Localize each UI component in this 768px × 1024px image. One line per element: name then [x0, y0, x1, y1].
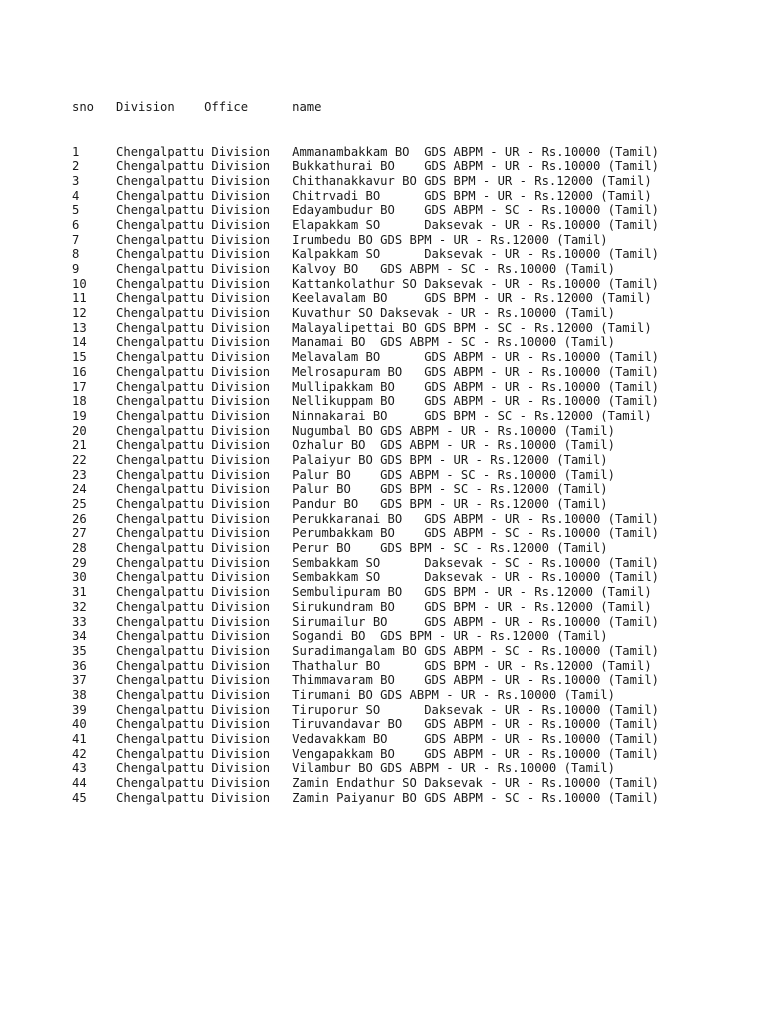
table-row: 44 Chengalpattu Division Zamin Endathur SO Daksevak - UR - Rs.10000 (Tamil): [72, 776, 659, 791]
document-body: [72, 71, 659, 820]
table-row: 32 Chengalpattu Division Sirukundram BO GDS BPM - UR - Rs.12000 (Tamil): [72, 599, 652, 614]
table-row: 11 Chengalpattu Division Keelavalam BO GDS BPM - UR - Rs.12000 (Tamil): [72, 291, 652, 306]
table-row: 15 Chengalpattu Division Melavalam BO GDS ABPM - UR - Rs.10000 (Tamil): [72, 350, 659, 365]
table-row: 37 Chengalpattu Division Thimmavaram BO GDS ABPM - UR - Rs.10000 (Tamil): [72, 673, 659, 688]
table-row: 28 Chengalpattu Division Perur BO GDS BPM - SC - Rs.12000 (Tamil): [72, 541, 608, 556]
table-row: 26 Chengalpattu Division Perukkaranai BO GDS ABPM - UR - Rs.10000 (Tamil): [72, 511, 659, 526]
table-row: 41 Chengalpattu Division Vedavakkam BO GDS ABPM - UR - Rs.10000 (Tamil): [72, 732, 659, 746]
table-row: 6 Chengalpattu Division Elapakkam SO Daksevak - UR - Rs.10000 (Tamil): [72, 217, 659, 232]
table-row: 3 Chengalpattu Division Chithanakkavur BO GDS BPM - UR - Rs.12000 (Tamil): [72, 173, 652, 188]
table-row: 4 Chengalpattu Division Chitrvadi BO GDS BPM - UR - Rs.12000 (Tamil): [72, 188, 652, 203]
table-row: 19 Chengalpattu Division Ninnakarai BO GDS BPM - SC - Rs.12000 (Tamil): [72, 408, 652, 423]
table-row: 40 Chengalpattu Division Tiruvandavar BO GDS ABPM - UR - Rs.10000 (Tamil): [72, 717, 659, 732]
table-row: 12 Chengalpattu Division Kuvathur SO Daksevak - UR - Rs.10000 (Tamil): [72, 306, 615, 321]
table-row: 20 Chengalpattu Division Nugumbal BO GDS ABPM - UR - Rs.10000 (Tamil): [72, 423, 615, 438]
table-row: 23 Chengalpattu Division Palur BO GDS ABPM - SC - Rs.10000 (Tamil): [72, 467, 615, 482]
table-row: 33 Chengalpattu Division Sirumailur BO GDS ABPM - UR - Rs.10000 (Tamil): [72, 614, 659, 629]
table-row: 18 Chengalpattu Division Nellikuppam BO GDS ABPM - UR - Rs.10000 (Tamil): [72, 394, 659, 409]
table-row: 35 Chengalpattu Division Suradimangalam BO GDS ABPM - SC - Rs.10000 (Tamil): [72, 643, 659, 658]
table-row: 21 Chengalpattu Division Ozhalur BO GDS ABPM - UR - Rs.10000 (Tamil): [72, 438, 615, 453]
table-row: 17 Chengalpattu Division Mullipakkam BO GDS ABPM - UR - Rs.10000 (Tamil): [72, 379, 659, 394]
table-row: 9 Chengalpattu Division Kalvoy BO GDS ABPM - SC - Rs.10000 (Tamil): [72, 262, 615, 276]
table-row: 22 Chengalpattu Division Palaiyur BO GDS BPM - UR - Rs.12000 (Tamil): [72, 452, 608, 467]
table-row: 30 Chengalpattu Division Sembakkam SO Daksevak - UR - Rs.10000 (Tamil): [72, 570, 659, 585]
table-row: 36 Chengalpattu Division Thathalur BO GDS BPM - UR - Rs.12000 (Tamil): [72, 658, 652, 673]
table-row: 24 Chengalpattu Division Palur BO GDS BPM - SC - Rs.12000 (Tamil): [72, 482, 608, 497]
table-row: 29 Chengalpattu Division Sembakkam SO Daksevak - SC - Rs.10000 (Tamil): [72, 555, 659, 570]
table-row: 42 Chengalpattu Division Vengapakkam BO GDS ABPM - UR - Rs.10000 (Tamil): [72, 746, 659, 761]
table-row: 31 Chengalpattu Division Sembulipuram BO GDS BPM - UR - Rs.12000 (Tamil): [72, 585, 652, 600]
table-row: 34 Chengalpattu Division Sogandi BO GDS BPM - UR - Rs.12000 (Tamil): [72, 629, 608, 644]
table-row: 14 Chengalpattu Division Manamai BO GDS ABPM - SC - Rs.10000 (Tamil): [72, 335, 615, 350]
table-row: 13 Chengalpattu Division Malayalipettai BO GDS BPM - SC - Rs.12000 (Tamil): [72, 320, 652, 335]
table-row: 2 Chengalpattu Division Bukkathurai BO GDS ABPM - UR - Rs.10000 (Tamil): [72, 159, 659, 174]
table-row: 25 Chengalpattu Division Pandur BO GDS BPM - UR - Rs.12000 (Tamil): [72, 497, 608, 511]
table-row: 38 Chengalpattu Division Tirumani BO GDS ABPM - UR - Rs.10000 (Tamil): [72, 687, 615, 702]
header-row: sno Division Office name: [72, 100, 322, 115]
table-row: 5 Chengalpattu Division Edayambudur BO GDS ABPM - SC - Rs.10000 (Tamil): [72, 203, 659, 218]
table-row: 43 Chengalpattu Division Vilambur BO GDS ABPM - UR - Rs.10000 (Tamil): [72, 761, 615, 776]
table-row: 7 Chengalpattu Division Irumbedu BO GDS BPM - UR - Rs.12000 (Tamil): [72, 232, 608, 247]
table-row: 39 Chengalpattu Division Tiruporur SO Daksevak - UR - Rs.10000 (Tamil): [72, 702, 659, 717]
rows-list: [72, 145, 659, 806]
table-row: 1 Chengalpattu Division Ammanambakkam BO GDS ABPM - UR - Rs.10000 (Tamil): [72, 144, 659, 159]
table-row: 10 Chengalpattu Division Kattankolathur SO Daksevak - UR - Rs.10000 (Tamil): [72, 276, 659, 291]
table-row: 27 Chengalpattu Division Perumbakkam BO GDS ABPM - SC - Rs.10000 (Tamil): [72, 526, 659, 541]
table-row: 8 Chengalpattu Division Kalpakkam SO Daksevak - UR - Rs.10000 (Tamil): [72, 247, 659, 262]
table-row: 16 Chengalpattu Division Melrosapuram BO GDS ABPM - UR - Rs.10000 (Tamil): [72, 364, 659, 379]
table-row: 45 Chengalpattu Division Zamin Paiyanur BO GDS ABPM - SC - Rs.10000 (Tamil): [72, 790, 659, 805]
